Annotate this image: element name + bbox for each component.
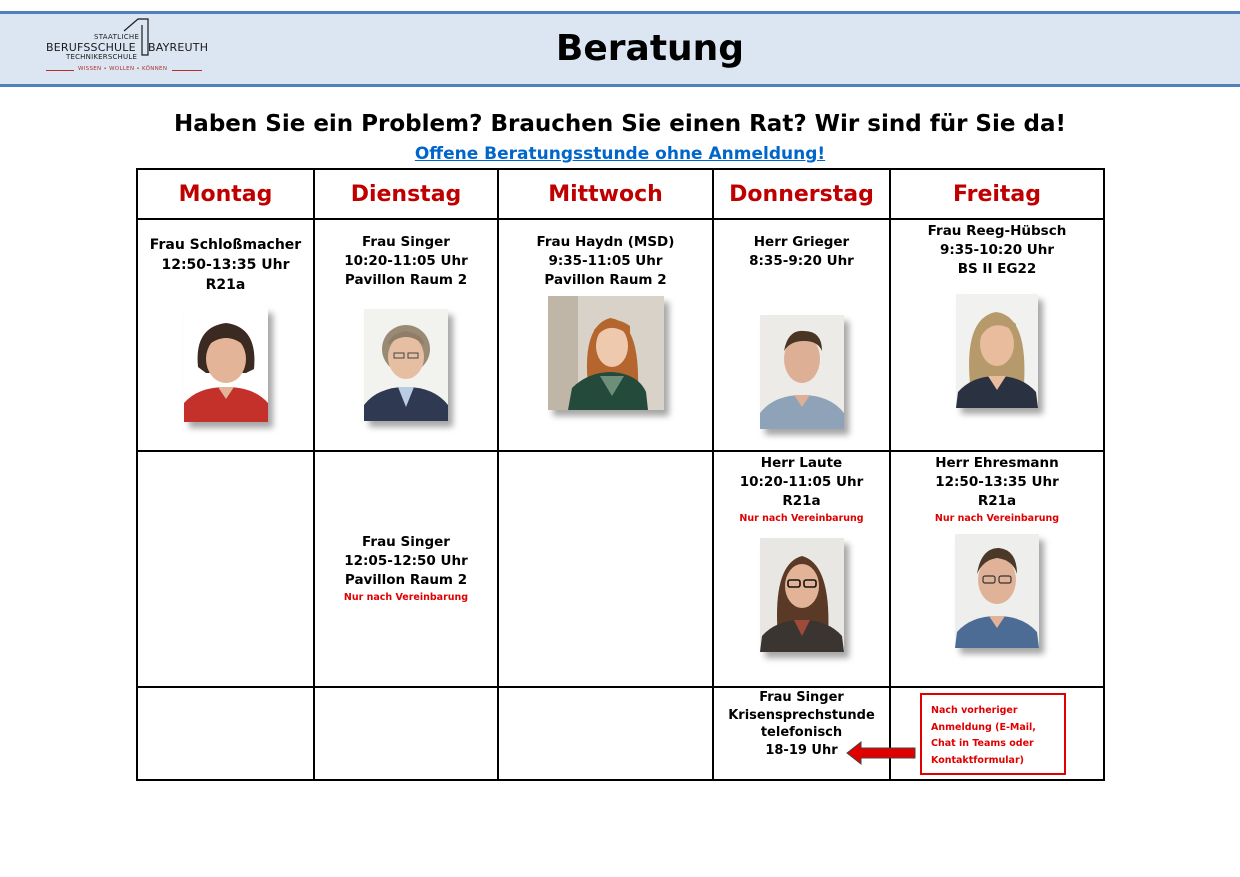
consultant-room: R21a [782, 493, 821, 509]
consultant-room: Pavillon Raum 2 [344, 572, 468, 588]
cell-dienstag-2 [314, 451, 498, 687]
cell-freitag-3 [890, 687, 1104, 780]
consultant-name: Herr Laute [760, 455, 843, 471]
day-header-dienstag: Dienstag [314, 169, 498, 219]
consultant-name: Herr Grieger [753, 234, 850, 250]
portrait-photo [364, 309, 448, 421]
header-band [0, 11, 1240, 87]
callout-line: Chat in Teams oder [931, 738, 1034, 749]
portrait-photo [956, 294, 1038, 408]
consultant-time: 9:35-10:20 Uhr [939, 242, 1055, 258]
schedule-row-1 [137, 219, 1104, 451]
cell-freitag-1 [890, 219, 1104, 451]
cell-donnerstag-3 [713, 687, 890, 780]
callout-line: Anmeldung (E-Mail, [931, 721, 1036, 733]
schedule-table [136, 168, 1105, 781]
consultant-time: 8:35-9:20 Uhr [749, 253, 854, 269]
consultant-room: Pavillon Raum 2 [544, 272, 667, 288]
consultant-info [138, 220, 313, 295]
day-header-freitag: Freitag [890, 169, 1104, 219]
logo-berufsschule: BERUFSSCHULE [46, 41, 136, 54]
cell-dienstag-3-empty [314, 687, 498, 780]
consultant-room: Pavillon Raum 2 [344, 272, 468, 288]
consultant-info [315, 220, 497, 290]
phone-label: telefonisch [760, 725, 843, 740]
day-header-montag: Montag [137, 169, 314, 219]
consultant-info [315, 533, 497, 605]
portrait-photo [760, 538, 844, 652]
consultant-time: 18-19 Uhr [765, 742, 838, 758]
cell-mittwoch-2-empty [498, 451, 713, 687]
consultant-info [891, 220, 1103, 279]
logo-bayreuth: BAYREUTH [148, 41, 209, 54]
registration-callout-box [920, 693, 1066, 775]
day-header-row [137, 169, 1104, 219]
cell-mittwoch-3-empty [498, 687, 713, 780]
appointment-note: Nur nach Vereinbarung [739, 513, 864, 524]
consultant-room: R21a [205, 277, 246, 293]
portrait-photo [955, 534, 1039, 648]
portrait-photo [760, 315, 844, 429]
crisis-label: Krisensprechstunde [728, 707, 875, 723]
portrait-photo [548, 296, 664, 410]
consultant-room: R21a [977, 493, 1017, 509]
portrait-photo [184, 307, 268, 422]
cell-montag-3-empty [137, 687, 314, 780]
red-arrow-left-icon [845, 740, 917, 766]
consultant-name: Frau Reeg-Hübsch [927, 223, 1067, 239]
consultant-name: Herr Ehresmann [935, 455, 1059, 471]
cell-donnerstag-2 [713, 451, 890, 687]
cell-dienstag-1 [314, 219, 498, 451]
schedule-row-2 [137, 451, 1104, 687]
headline: Haben Sie ein Problem? Brauchen Sie einen Rat? Wir sind für Sie da! [174, 111, 1066, 137]
callout-container [891, 688, 1103, 777]
appointment-note: Nur nach Vereinbarung [934, 513, 1060, 524]
consultant-time: 10:20-11:05 Uhr [739, 474, 864, 490]
cell-donnerstag-1 [713, 219, 890, 451]
consultant-info [714, 452, 889, 526]
consultant-time: 12:50-13:35 Uhr [935, 474, 1059, 490]
consultant-name: Frau Haydn (MSD) [536, 234, 675, 250]
consultant-info [499, 220, 712, 290]
consultant-time: 9:35-11:05 Uhr [548, 253, 663, 269]
consultant-room: BS II EG22 [957, 261, 1037, 277]
appointment-note: Nur nach Vereinbarung [343, 592, 469, 603]
cell-freitag-2 [890, 451, 1104, 687]
consultant-name: Frau Singer [362, 234, 450, 250]
day-header-donnerstag: Donnerstag [713, 169, 890, 219]
logo-divider-left [46, 70, 74, 71]
open-consultation-link[interactable]: Offene Beratungsstunde ohne Anmeldung! [414, 144, 826, 164]
consultant-time: 12:50-13:35 Uhr [161, 257, 290, 273]
cell-montag-1 [137, 219, 314, 451]
day-header-mittwoch: Mittwoch [498, 169, 713, 219]
callout-line: Kontaktformular) [931, 754, 1024, 766]
consultant-time: 10:20-11:05 Uhr [344, 253, 468, 269]
consultant-time: 12:05-12:50 Uhr [344, 553, 468, 569]
logo-slogan: WISSEN • WOLLEN • KÖNNEN [78, 66, 168, 72]
consultant-name: Frau Schloßmacher [149, 237, 302, 253]
schedule-row-3 [137, 687, 1104, 780]
logo-divider-right [172, 70, 202, 71]
callout-line: Nach vorheriger [931, 705, 1018, 716]
cell-mittwoch-1 [498, 219, 713, 451]
consultant-name: Frau Singer [362, 534, 450, 550]
consultant-name: Frau Singer [759, 690, 844, 705]
consultant-info [714, 220, 889, 271]
logo-staatliche: STAATLICHE [94, 33, 140, 41]
cell-montag-2-empty [137, 451, 314, 687]
logo-technikerschule: TECHNIKERSCHULE [66, 53, 138, 61]
page-title: Beratung [555, 28, 745, 69]
consultant-info [891, 452, 1103, 526]
